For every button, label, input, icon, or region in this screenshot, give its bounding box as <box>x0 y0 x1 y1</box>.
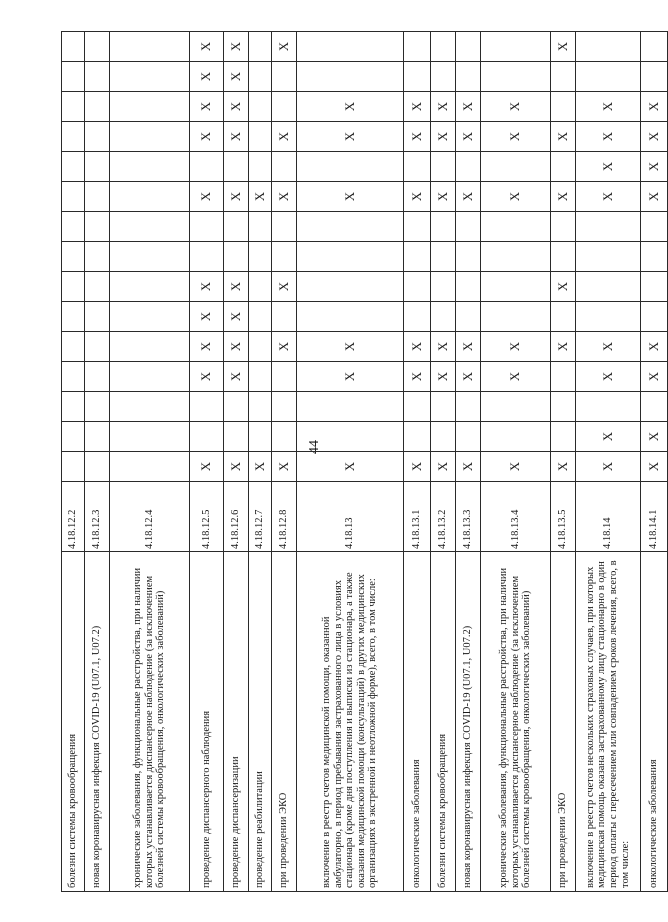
code-cell: 4.18.12.7 <box>249 482 272 552</box>
mark-cell <box>431 212 456 242</box>
mark-cell: X <box>190 272 224 302</box>
mark-cell <box>431 32 456 62</box>
mark-cell: X <box>551 332 576 362</box>
mark-cell: X <box>431 362 456 392</box>
code-cell: 4.18.12.3 <box>85 482 110 552</box>
description-cell: новая коронавирусная инфекция COVID-19 (U07.1, U07.2) <box>85 552 110 892</box>
mark-cell <box>272 92 297 122</box>
mark-cell <box>456 272 481 302</box>
table-body <box>62 32 668 892</box>
mark-cell <box>85 242 110 272</box>
mark-cell: X <box>190 302 224 332</box>
mark-cell: X <box>481 362 551 392</box>
mark-cell: X <box>272 452 297 482</box>
mark-cell <box>551 152 576 182</box>
mark-cell <box>249 422 272 452</box>
mark-cell: X <box>190 362 224 392</box>
mark-cell <box>551 212 576 242</box>
mark-cell: X <box>551 452 576 482</box>
mark-cell <box>272 212 297 242</box>
mark-cell: X <box>249 182 272 212</box>
description-cell: проведение диспансеризации <box>224 552 249 892</box>
table-row <box>62 32 85 892</box>
code-cell: 4.18.12.5 <box>190 482 224 552</box>
mark-cell <box>249 62 272 92</box>
description-cell: включение в реестр счетов медицинской помощи, оказанной амбулаторно, в период пребывания застрахованного лица в условиях стационара (кроме дня поступления и выписки из стационара, а также оказания медицинской помощи (консультаций) в других медицинских организациях в экстренной и неотложной форме), всего, в том числе: <box>297 552 404 892</box>
code-cell: 4.18.14.1 <box>641 482 668 552</box>
mark-cell: X <box>272 272 297 302</box>
mark-cell <box>456 422 481 452</box>
mark-cell <box>641 32 668 62</box>
table-row <box>249 32 272 892</box>
mark-cell: X <box>456 362 481 392</box>
mark-cell <box>272 242 297 272</box>
mark-cell <box>110 122 190 152</box>
mark-cell: X <box>481 452 551 482</box>
mark-cell: X <box>249 452 272 482</box>
mark-cell: X <box>456 332 481 362</box>
mark-cell <box>110 362 190 392</box>
mark-cell: X <box>297 182 404 212</box>
mark-cell <box>190 422 224 452</box>
mark-cell: X <box>404 182 431 212</box>
mark-cell <box>481 152 551 182</box>
mark-cell <box>110 392 190 422</box>
mark-cell <box>62 302 85 332</box>
mark-cell: X <box>641 452 668 482</box>
table-row <box>85 32 110 892</box>
mark-cell: X <box>224 32 249 62</box>
code-cell: 4.18.13.2 <box>431 482 456 552</box>
mark-cell <box>272 152 297 182</box>
mark-cell <box>62 92 85 122</box>
mark-cell <box>110 242 190 272</box>
mark-cell <box>110 152 190 182</box>
mark-cell: X <box>190 122 224 152</box>
mark-cell: X <box>224 62 249 92</box>
mark-cell: X <box>190 92 224 122</box>
mark-cell <box>456 62 481 92</box>
mark-cell <box>404 272 431 302</box>
table-row <box>481 32 551 892</box>
code-cell: 4.18.13.4 <box>481 482 551 552</box>
mark-cell <box>249 122 272 152</box>
description-cell: включение в реестр счетов нескольких страховых случаев, при которых медицинская помощь оказана застрахованному лицу стационарно в один период оплаты с пересечением или совпадением сроков лечения, всего, в том числе: <box>576 552 641 892</box>
mark-cell <box>481 272 551 302</box>
mark-cell <box>456 302 481 332</box>
mark-cell <box>576 392 641 422</box>
mark-cell: X <box>297 92 404 122</box>
mark-cell <box>404 62 431 92</box>
mark-cell <box>297 152 404 182</box>
mark-cell: X <box>481 332 551 362</box>
mark-cell <box>85 452 110 482</box>
mark-cell: X <box>224 272 249 302</box>
mark-cell <box>62 122 85 152</box>
mark-cell <box>551 62 576 92</box>
mark-cell <box>641 242 668 272</box>
mark-cell <box>85 92 110 122</box>
mark-cell: X <box>576 92 641 122</box>
table-row <box>272 32 297 892</box>
mark-cell <box>272 302 297 332</box>
description-cell: болезни системы кровообращения <box>62 552 85 892</box>
mark-cell <box>110 302 190 332</box>
mark-cell <box>297 62 404 92</box>
mark-cell <box>85 362 110 392</box>
code-cell: 4.18.12.4 <box>110 482 190 552</box>
mark-cell: X <box>576 452 641 482</box>
mark-cell <box>551 242 576 272</box>
mark-cell <box>297 302 404 332</box>
mark-cell: X <box>404 92 431 122</box>
mark-cell: X <box>481 182 551 212</box>
mark-cell: X <box>481 92 551 122</box>
code-cell: 4.18.13.5 <box>551 482 576 552</box>
mark-cell <box>224 152 249 182</box>
description-cell: новая коронавирусная инфекция COVID-19 (U07.1, U07.2) <box>456 552 481 892</box>
mark-cell: X <box>272 122 297 152</box>
mark-cell <box>456 242 481 272</box>
mark-cell <box>249 392 272 422</box>
mark-cell: X <box>576 422 641 452</box>
table-row <box>190 32 224 892</box>
page-number: 44 <box>307 440 322 454</box>
mark-cell: X <box>224 182 249 212</box>
mark-cell <box>576 302 641 332</box>
mark-cell: X <box>190 452 224 482</box>
mark-cell: X <box>190 182 224 212</box>
mark-cell <box>85 302 110 332</box>
mark-cell <box>62 152 85 182</box>
mark-cell: X <box>456 122 481 152</box>
mark-cell <box>404 242 431 272</box>
mark-cell <box>224 392 249 422</box>
description-cell: онкологические заболевания <box>641 552 668 892</box>
mark-cell <box>431 272 456 302</box>
mark-cell: X <box>641 422 668 452</box>
mark-cell <box>224 212 249 242</box>
mark-cell <box>481 62 551 92</box>
mark-cell <box>85 212 110 242</box>
mark-cell: X <box>576 122 641 152</box>
code-cell: 4.18.14 <box>576 482 641 552</box>
table-row <box>641 32 668 892</box>
mark-cell <box>62 62 85 92</box>
mark-cell <box>249 362 272 392</box>
mark-cell: X <box>641 362 668 392</box>
mark-cell: X <box>190 332 224 362</box>
mark-cell <box>249 332 272 362</box>
mark-cell <box>110 452 190 482</box>
mark-cell: X <box>404 452 431 482</box>
mark-cell <box>62 242 85 272</box>
mark-cell: X <box>297 332 404 362</box>
table-row <box>456 32 481 892</box>
mark-cell: X <box>551 32 576 62</box>
table-row <box>110 32 190 892</box>
mark-cell <box>85 152 110 182</box>
mark-cell: X <box>551 182 576 212</box>
mark-cell <box>110 272 190 302</box>
description-cell: проведение диспансерного наблюдения <box>190 552 224 892</box>
mark-cell <box>110 332 190 362</box>
mark-cell <box>297 32 404 62</box>
mark-cell <box>641 62 668 92</box>
mark-cell <box>249 152 272 182</box>
table-row <box>224 32 249 892</box>
mark-cell: X <box>224 92 249 122</box>
mark-cell <box>62 272 85 302</box>
table-row <box>551 32 576 892</box>
mark-cell: X <box>431 182 456 212</box>
mark-cell <box>481 32 551 62</box>
mark-cell: X <box>641 182 668 212</box>
table-row <box>576 32 641 892</box>
mark-cell: X <box>431 122 456 152</box>
mark-cell: X <box>224 122 249 152</box>
mark-cell <box>110 92 190 122</box>
code-cell: 4.18.13.1 <box>404 482 431 552</box>
mark-cell <box>576 32 641 62</box>
mark-cell <box>404 32 431 62</box>
mark-cell <box>224 422 249 452</box>
mark-cell <box>431 302 456 332</box>
mark-cell <box>110 422 190 452</box>
mark-cell <box>249 302 272 332</box>
mark-cell <box>85 62 110 92</box>
mark-cell: X <box>431 452 456 482</box>
mark-cell: X <box>272 32 297 62</box>
mark-cell <box>62 362 85 392</box>
mark-cell <box>272 362 297 392</box>
mark-cell <box>272 62 297 92</box>
mark-cell: X <box>456 92 481 122</box>
mark-cell <box>404 422 431 452</box>
table-row <box>431 32 456 892</box>
mark-cell <box>62 392 85 422</box>
mark-cell <box>456 392 481 422</box>
mark-cell: X <box>297 122 404 152</box>
mark-cell <box>190 152 224 182</box>
mark-cell <box>404 302 431 332</box>
mark-cell <box>551 422 576 452</box>
code-cell: 4.18.13 <box>297 482 404 552</box>
mark-cell: X <box>224 362 249 392</box>
mark-cell: X <box>190 32 224 62</box>
table-row <box>404 32 431 892</box>
mark-cell: X <box>551 272 576 302</box>
mark-cell: X <box>576 182 641 212</box>
mark-cell <box>249 92 272 122</box>
mark-cell <box>85 332 110 362</box>
mark-cell <box>576 272 641 302</box>
mark-cell <box>85 182 110 212</box>
mark-cell: X <box>576 332 641 362</box>
mark-cell <box>481 392 551 422</box>
mark-cell <box>249 212 272 242</box>
description-cell: при проведении ЭКО <box>551 552 576 892</box>
mark-cell: X <box>456 182 481 212</box>
code-cell: 4.18.12.6 <box>224 482 249 552</box>
mark-cell <box>481 242 551 272</box>
mark-cell <box>249 32 272 62</box>
code-cell: 4.18.13.3 <box>456 482 481 552</box>
mark-cell <box>297 392 404 422</box>
rotated-table-wrapper <box>61 32 661 892</box>
mark-cell <box>551 302 576 332</box>
mark-cell <box>62 422 85 452</box>
mark-cell: X <box>576 362 641 392</box>
mark-cell <box>456 212 481 242</box>
mark-cell <box>431 422 456 452</box>
code-cell: 4.18.12.8 <box>272 482 297 552</box>
mark-cell <box>297 212 404 242</box>
mark-cell <box>297 272 404 302</box>
mark-cell <box>551 392 576 422</box>
description-cell: онкологические заболевания <box>404 552 431 892</box>
mark-cell <box>297 242 404 272</box>
mark-cell <box>110 212 190 242</box>
mark-cell <box>576 62 641 92</box>
mark-cell <box>456 32 481 62</box>
mark-cell <box>431 62 456 92</box>
mark-cell <box>62 452 85 482</box>
mark-cell <box>85 32 110 62</box>
mark-cell <box>110 182 190 212</box>
description-cell: при проведении ЭКО <box>272 552 297 892</box>
mark-cell: X <box>641 92 668 122</box>
mark-cell: X <box>641 332 668 362</box>
mark-cell <box>85 392 110 422</box>
mark-cell: X <box>456 452 481 482</box>
mark-cell <box>249 272 272 302</box>
mark-cell: X <box>641 122 668 152</box>
mark-cell <box>62 182 85 212</box>
description-cell: болезни системы кровообращения <box>431 552 456 892</box>
mark-cell: X <box>297 452 404 482</box>
mark-cell <box>224 242 249 272</box>
mark-cell <box>272 392 297 422</box>
table-row <box>297 32 404 892</box>
mark-cell <box>576 212 641 242</box>
mark-cell <box>272 422 297 452</box>
mark-cell: X <box>551 122 576 152</box>
mark-cell <box>190 392 224 422</box>
mark-cell <box>190 212 224 242</box>
mark-cell <box>110 62 190 92</box>
mark-cell: X <box>224 452 249 482</box>
code-cell: 4.18.12.2 <box>62 482 85 552</box>
mark-cell: X <box>641 152 668 182</box>
mark-cell: X <box>272 182 297 212</box>
mark-cell <box>641 302 668 332</box>
mark-cell <box>62 212 85 242</box>
mark-cell: X <box>431 92 456 122</box>
description-cell: проведение реабилитации <box>249 552 272 892</box>
mark-cell <box>456 152 481 182</box>
mark-cell <box>431 242 456 272</box>
mark-cell: X <box>431 332 456 362</box>
mark-cell: X <box>576 152 641 182</box>
mark-cell <box>190 242 224 272</box>
mark-cell <box>404 392 431 422</box>
mark-cell <box>551 92 576 122</box>
mark-cell <box>641 392 668 422</box>
mark-cell: X <box>404 122 431 152</box>
mark-cell: X <box>404 332 431 362</box>
mark-cell: X <box>224 332 249 362</box>
mark-cell <box>404 152 431 182</box>
mark-cell <box>481 212 551 242</box>
mark-cell <box>110 32 190 62</box>
mark-cell <box>551 362 576 392</box>
mark-cell <box>85 122 110 152</box>
mark-cell <box>641 272 668 302</box>
mark-cell <box>404 212 431 242</box>
mark-cell <box>431 152 456 182</box>
mark-cell <box>62 32 85 62</box>
mark-cell <box>641 212 668 242</box>
mark-cell: X <box>224 302 249 332</box>
mark-cell: X <box>404 362 431 392</box>
mark-cell <box>85 422 110 452</box>
description-cell: хронические заболевания, функциональные расстройства, при наличии которых устанавливается диспансерное наблюдение (за исключением болезней системы кровообращения, онкологических заболеваний) <box>481 552 551 892</box>
mark-cell <box>297 422 404 452</box>
mark-cell: X <box>481 122 551 152</box>
mark-cell <box>481 302 551 332</box>
mark-cell <box>85 272 110 302</box>
mark-cell <box>481 422 551 452</box>
mark-cell: X <box>297 362 404 392</box>
mark-cell <box>576 242 641 272</box>
description-cell: хронические заболевания, функциональные расстройства, при наличии которых устанавливается диспансерное наблюдение (за исключением болезней системы кровообращения, онкологических заболеваний) <box>110 552 190 892</box>
mark-cell <box>431 392 456 422</box>
mark-cell <box>62 332 85 362</box>
mark-cell: X <box>272 332 297 362</box>
control-matrix-table <box>61 31 668 892</box>
mark-cell <box>249 242 272 272</box>
mark-cell: X <box>190 62 224 92</box>
